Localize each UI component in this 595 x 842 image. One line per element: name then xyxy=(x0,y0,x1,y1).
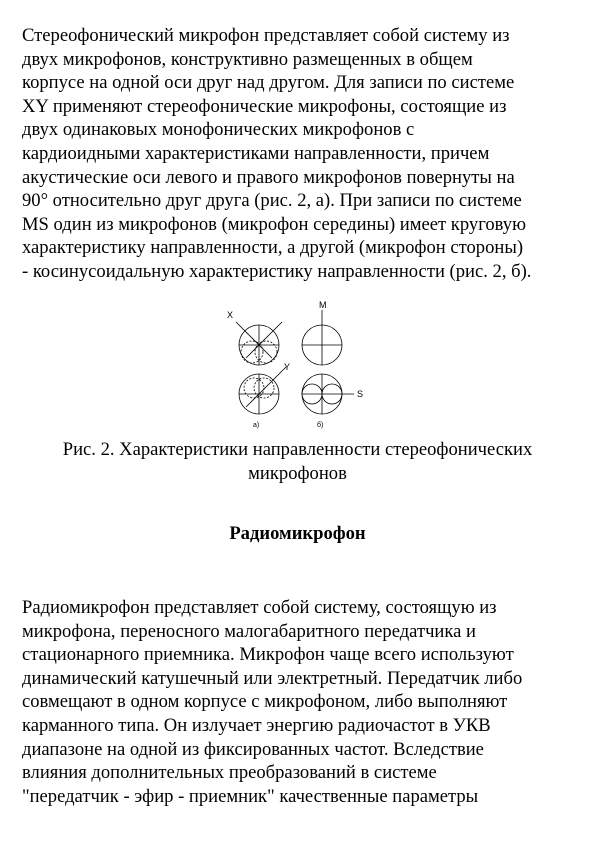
ms-pattern-top xyxy=(302,310,342,365)
caption-line: микрофонов xyxy=(248,462,347,484)
text-line: XY применяют стереофонические микрофоны, состоящие из xyxy=(22,95,507,117)
text-line: диапазоне на одной из фиксированных частот. Вследствие xyxy=(22,738,484,760)
text-line: динамический катушечный или электретный. Передатчик либо xyxy=(22,667,523,689)
text-line: характеристику направленности, а другой (микрофон стороны) xyxy=(22,237,524,259)
axis-label-s: S xyxy=(357,389,364,399)
panel-label-b: б) xyxy=(317,422,324,429)
text-line: MS один из микрофонов (микрофон середины) имеет круговую xyxy=(22,213,526,235)
text-line: акустические оси левого и правого микрофонов повернуты на xyxy=(22,166,515,188)
text-line: микрофона, переносного малогабаритного передатчика и xyxy=(22,620,476,642)
text-line: стационарного приемника. Микрофон чаще всего используют xyxy=(22,644,514,666)
panel-label-a: а) xyxy=(253,422,260,429)
text-line: двух одинаковых монофонических микрофонов с xyxy=(22,119,415,141)
xy-pattern-bottom xyxy=(239,367,286,414)
xy-pattern-top xyxy=(236,322,282,365)
text-line: карманного типа. Он излучает энергию радиочастот в УКВ xyxy=(22,714,491,736)
text-line: - косинусоидальную характеристику направленности (рис. 2, б). xyxy=(22,260,532,282)
ms-pattern-bottom xyxy=(302,374,354,414)
axis-label-x: X xyxy=(227,310,234,320)
caption-line: Рис. 2. Характеристики направленности стереофонических xyxy=(62,439,533,460)
text-line: "передатчик - эфир - приемник" качественные параметры xyxy=(22,785,479,807)
text-line: 90° относительно друг друга (рис. 2, а). При записи по системе xyxy=(22,190,522,212)
text-line: влияния дополнительных преобразований в системе xyxy=(22,762,437,784)
section-heading: Радиомикрофон xyxy=(229,523,366,544)
axis-label-y: Y xyxy=(284,362,291,372)
radio-mic-paragraph xyxy=(22,596,577,808)
figure-caption xyxy=(0,438,595,485)
directivity-figure xyxy=(222,300,372,430)
text-line: кардиоидными характеристиками направленности, причем xyxy=(22,142,490,164)
text-line: совмещают в одном корпусе с микрофоном, либо выполняют xyxy=(22,691,508,713)
text-line: Радиомикрофон представляет собой систему, состоящую из xyxy=(22,597,497,618)
axis-label-m: M xyxy=(319,300,327,310)
text-line: корпусе на одной оси друг над другом. Для записи по системе xyxy=(22,72,515,94)
text-line: двух микрофонов, конструктивно размещенных в общем xyxy=(22,48,473,70)
intro-paragraph xyxy=(22,24,577,284)
text-line: Стереофонический микрофон представляет собой систему из xyxy=(22,25,510,46)
